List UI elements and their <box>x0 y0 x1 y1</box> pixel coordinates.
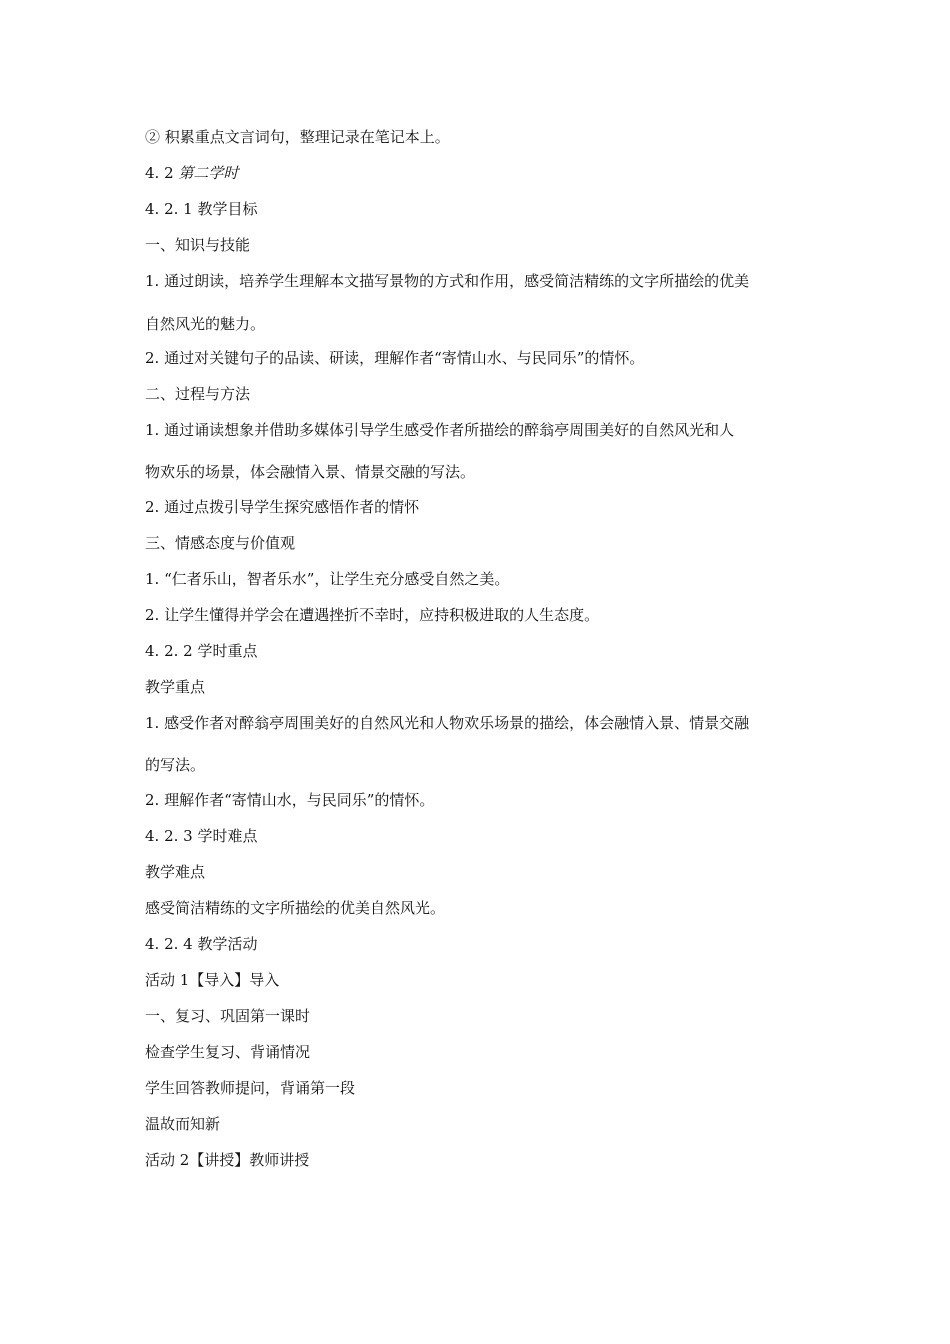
text-line: 温故而知新 <box>145 1115 221 1133</box>
text-line: 学生回答教师提问，背诵第一段 <box>145 1079 356 1097</box>
category-heading: 三、情感态度与价值观 <box>145 534 296 552</box>
category-heading: 一、知识与技能 <box>145 236 251 254</box>
subsection-heading: 4. 2. 3 学时难点 <box>145 827 258 845</box>
subsection-heading: 4. 2. 1 教学目标 <box>145 200 258 218</box>
section-title: 第二学时 <box>178 164 239 182</box>
text-line: 1. 通过诵读想象并借助多媒体引导学生感受作者所描绘的醉翁亭周围美好的自然风光和人 <box>145 421 735 439</box>
text-line: 物欢乐的场景，体会融情入景、情景交融的写法。 <box>145 463 476 481</box>
subsection-heading: 4. 2. 2 学时重点 <box>145 642 258 660</box>
section-heading <box>145 163 238 183</box>
text-line: 自然风光的魅力。 <box>145 315 266 333</box>
text-line: 2. 通过点拨引导学生探究感悟作者的情怀 <box>145 498 420 516</box>
text-line: 2. 理解作者“寄情山水，与民同乐”的情怀。 <box>145 791 435 809</box>
text-line: 感受简洁精练的文字所描绘的优美自然风光。 <box>145 899 446 917</box>
activity-heading: 活动 1【导入】导入 <box>145 971 280 989</box>
text-line: 1. “仁者乐山，智者乐水”，让学生充分感受自然之美。 <box>145 570 510 588</box>
category-heading: 教学难点 <box>145 863 206 881</box>
category-heading: 教学重点 <box>145 678 206 696</box>
subsection-heading: 4. 2. 4 教学活动 <box>145 935 258 953</box>
category-heading: 二、过程与方法 <box>145 385 251 403</box>
text-line: ② 积累重点文言词句，整理记录在笔记本上。 <box>145 128 450 146</box>
text-line: 2. 通过对关键句子的品读、研读，理解作者“寄情山水、与民同乐”的情怀。 <box>145 349 645 367</box>
text-line: 的写法。 <box>145 756 206 774</box>
text-line: 一、复习、巩固第一课时 <box>145 1007 311 1025</box>
activity-heading: 活动 2【讲授】教师讲授 <box>145 1151 310 1169</box>
text-line: 1. 通过朗读，培养学生理解本文描写景物的方式和作用，感受简洁精练的文字所描绘的优美 <box>145 272 750 290</box>
section-number: 4. 2 <box>145 164 179 182</box>
text-line: 1. 感受作者对醉翁亭周围美好的自然风光和人物欢乐场景的描绘，体会融情入景、情景交融 <box>145 714 750 732</box>
text-line: 检查学生复习、背诵情况 <box>145 1043 311 1061</box>
text-line: 2. 让学生懂得并学会在遭遇挫折不幸时，应持积极进取的人生态度。 <box>145 606 600 624</box>
